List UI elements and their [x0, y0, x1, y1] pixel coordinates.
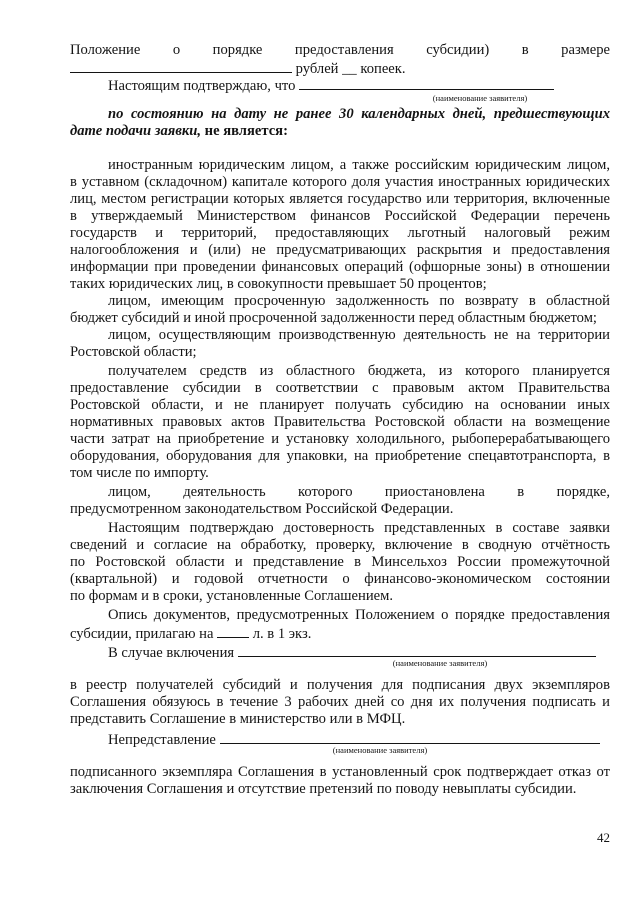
p5-line: лицом, деятельность которого приостановлена в порядке, [108, 484, 610, 500]
applicant-caption-3: (наименование заявителя) [332, 745, 428, 755]
p4-line: получателем средств из областного бюджета, из которого планируется [108, 363, 610, 379]
header-line-3 [108, 76, 610, 93]
p1-line: лиц, местом регистрации которых является государство или территория, включенные [70, 191, 610, 207]
amount-blank [70, 59, 292, 73]
header-line-2 [70, 59, 610, 76]
applicant-caption-1: (наименование заявителя) [432, 93, 528, 103]
p2-line: лицом, имеющим просроченную задолженность по возврату в областной [108, 293, 610, 309]
p1-line: государств и территорий, предоставляющих льготный налоговый режим [70, 225, 610, 241]
p6-line: по Ростовской области и представление в Минсельхоз России промежуточной [70, 554, 610, 570]
amount-suffix: рублей __ копеек. [292, 61, 406, 77]
sheets-suffix: л. в 1 экз. [249, 626, 312, 642]
nonsubmission-prefix: Непредставление [108, 732, 220, 748]
p4-line: части затрат на приобретение и установку холодильного, рыбоперерабатывающего [70, 431, 610, 447]
p1-line: информации при проведении финансовых операций (офшорные зоны) в отношении [70, 259, 610, 275]
p4-line: Ростовской области, и не планирует получать субсидию на основании иных [70, 397, 610, 413]
applicant-name-blank-3 [220, 730, 600, 744]
statement-line-1: по состоянию на дату не ранее 30 календарных дней, предшествующих [108, 106, 610, 122]
p4-line: том числе по импорту. [70, 465, 209, 481]
sheets-prefix: субсидии, прилагаю на [70, 626, 218, 642]
inclusion-prefix: В случае включения [108, 645, 238, 661]
p1-line: налогообложения и (или) не предусматривающих раскрытия и предоставления [70, 242, 610, 258]
statement-italic: дате подачи заявки, [70, 123, 202, 139]
p1-line: таких юридических лиц, в совокупности превышает 50 процентов; [70, 276, 487, 292]
applicant-name-blank-2 [238, 643, 596, 657]
p4-line: нормативных правовых актов Правительства Ростовской области на возмещение [70, 414, 610, 430]
confirm-prefix: Настоящим подтверждаю, что [108, 78, 300, 94]
p6-line: по формам и в сроки, установленные Соглашением. [70, 588, 394, 604]
nonsubmission-text-line: подписанного экземпляра Соглашения в установленный срок подтверждает отказ от [70, 764, 610, 780]
p7-line-2 [70, 624, 610, 641]
nonsubmission-text-line: заключения Соглашения и отсутствие претензий по поводу невыплаты субсидии. [70, 781, 577, 797]
statement-line-2 [70, 123, 610, 140]
p5-line: предусмотренном законодательством Российской Федерации. [70, 501, 454, 517]
header-line-1: Положение о порядке предоставления субсидии) в размере [70, 42, 610, 58]
p1-line: иностранным юридическим лицом, а также российским юридическим лицом, [108, 157, 610, 173]
p6-line: сведений и согласие на обработку, проверку, включение в сводную отчётность [70, 537, 610, 553]
inclusion-text-line: Соглашения обязуюсь в течение 3 рабочих дней со дня их получения подписать и [70, 694, 610, 710]
p4-line: оборудования, оборудования для упаковки, на приобретение спецавтотранспорта, в [70, 448, 610, 464]
p2-line: бюджет субсидий и иной просроченной задолженности перед областным бюджетом; [70, 310, 597, 326]
inclusion-text-line: представить Соглашение в министерство или в МФЦ. [70, 711, 406, 727]
p7-line-1: Опись документов, предусмотренных Положением о порядке предоставления [108, 607, 610, 623]
p6-line: (квартальной) и годовой отчетности о финансово-экономическом состоянии [70, 571, 610, 587]
applicant-name-blank-1 [299, 76, 554, 90]
statement-bold: не является: [201, 123, 288, 139]
inclusion-line [108, 643, 610, 660]
sheets-count-blank [217, 624, 249, 638]
p4-line: предоставление субсидии в соответствии с правовым актом Правительства [70, 380, 610, 396]
p1-line: в утверждаемый Министерством финансов Российской Федерации перечень [70, 208, 610, 224]
page-number: 42 [597, 830, 610, 845]
p3-line: лицом, осуществляющим производственную деятельность не на территории [108, 327, 610, 343]
p6-line: Настоящим подтверждаю достоверность представленных в составе заявки [108, 520, 610, 536]
p1-line: в уставном (складочном) капитале которого доля участия иностранных юридических [70, 174, 610, 190]
inclusion-text-line: в реестр получателей субсидий и получения для подписания двух экземпляров [70, 677, 610, 693]
applicant-caption-2: (наименование заявителя) [392, 658, 488, 668]
p3-line: Ростовской области; [70, 344, 197, 360]
